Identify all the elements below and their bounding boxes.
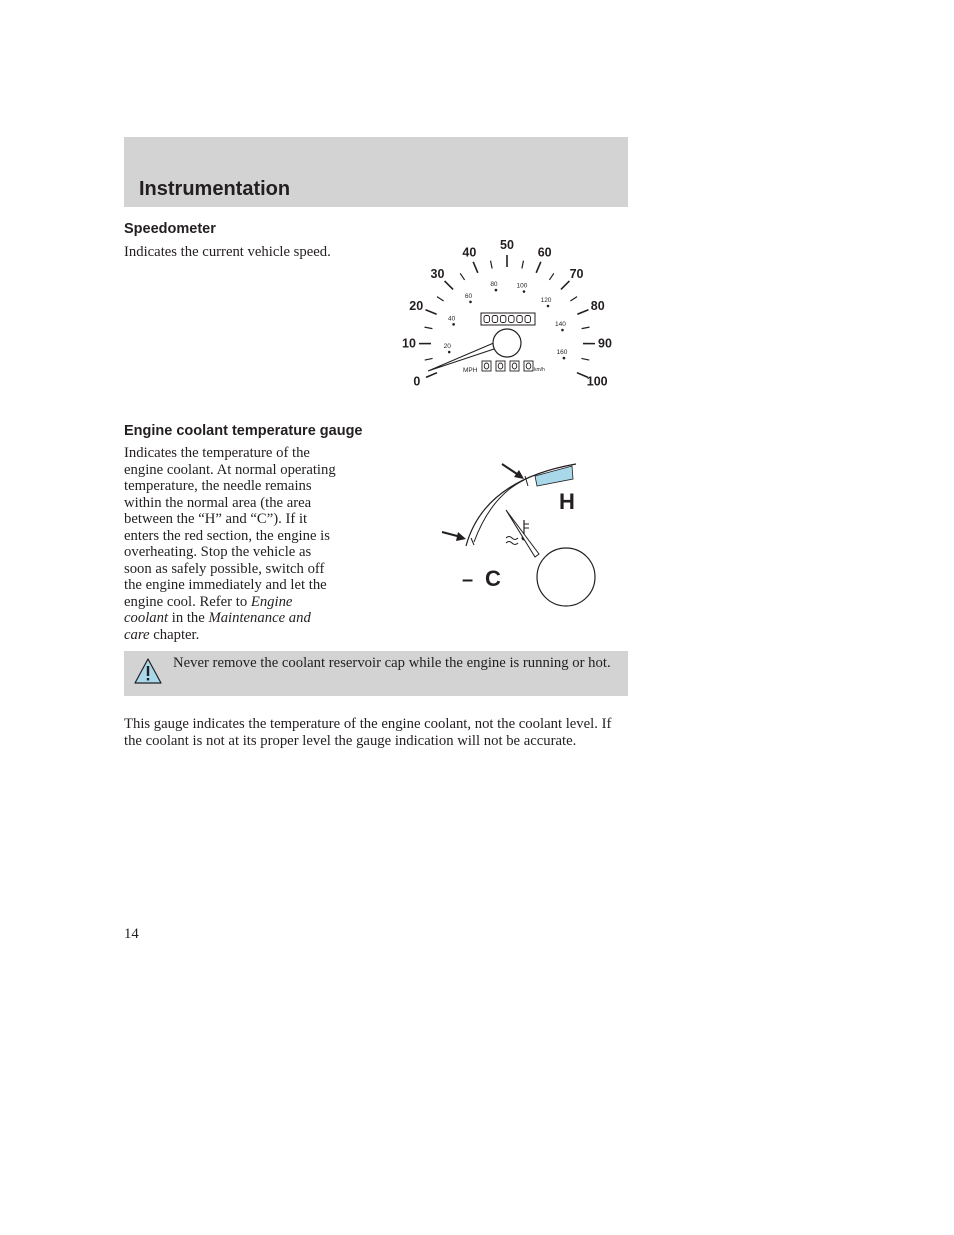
coolant-reference-line: coolant in the Maintenance and <box>124 610 311 626</box>
speedometer-minor-tick <box>425 358 433 360</box>
kmh-label: 40 <box>447 315 456 323</box>
reference-engine: Engine <box>250 593 293 610</box>
speedometer-major-tick <box>473 262 478 273</box>
odometer-digit-cell <box>517 316 523 323</box>
kmh-label: 100 <box>516 282 528 290</box>
section-header-band <box>124 137 628 207</box>
speedometer-major-tick <box>445 281 454 289</box>
speedometer-minor-tick <box>460 273 464 280</box>
kmh-label: 160 <box>556 349 568 357</box>
coolant-line: engine coolant. At normal operating <box>124 461 336 478</box>
trip-digit-cell <box>482 361 491 371</box>
kmh-dot <box>547 305 550 308</box>
kmh-label: 60 <box>464 292 473 300</box>
kmh-dot <box>469 301 472 304</box>
coolant-line: within the normal area (the area <box>124 494 312 511</box>
speedometer-minor-tick <box>522 261 524 269</box>
speedometer-minor-tick <box>570 297 577 301</box>
coolant-line: soon as safely possible, switch off <box>124 560 325 577</box>
odometer-digit-cell <box>484 316 490 323</box>
speedometer-major-tick <box>426 310 437 315</box>
speedometer-heading: Speedometer <box>124 221 216 237</box>
mph-label: 50 <box>500 238 514 252</box>
speedometer-illustration <box>400 238 620 389</box>
speedometer-major-tick <box>577 310 588 315</box>
mph-label: 80 <box>590 298 605 313</box>
odometer-digit-cell <box>492 316 498 323</box>
kmh-dot <box>448 351 451 354</box>
trip-digit-glyph <box>498 363 503 369</box>
mph-label: 100 <box>586 374 608 389</box>
coolant-gauge-needle <box>506 510 539 557</box>
warning-box <box>124 651 628 696</box>
trip-odometer-digits <box>482 361 533 371</box>
mph-label: 60 <box>537 245 552 260</box>
odometer-digit-cell <box>509 316 514 323</box>
speedometer-minor-tick <box>491 261 493 269</box>
reference-care: care <box>124 626 150 643</box>
coolant-line: temperature, the needle remains <box>124 478 312 494</box>
coolant-line: Indicates the temperature of the <box>124 445 310 461</box>
page-title: Instrumentation <box>139 178 291 200</box>
cold-dash: – <box>462 569 474 591</box>
reference-coolant: coolant <box>124 610 169 626</box>
coolant-description <box>124 445 336 643</box>
speedometer-major-tick <box>536 262 541 273</box>
kmh-dot <box>452 323 455 326</box>
cold-label: C <box>485 566 501 591</box>
mph-unit-label: MPH <box>463 367 478 374</box>
coolant-gauge-illustration <box>436 458 606 610</box>
reference-maintenance: Maintenance and <box>208 610 311 626</box>
coolant-line: between the “H” and “C”). If it <box>124 511 308 527</box>
arrow-icon <box>502 464 524 479</box>
warning-triangle-icon <box>133 656 163 686</box>
page-number: 14 <box>124 926 139 942</box>
gauge-tick <box>471 538 474 545</box>
coolant-line: overheating. Stop the vehicle as <box>124 544 312 560</box>
mph-label: 20 <box>409 298 424 313</box>
speedometer-minor-tick <box>437 297 444 301</box>
kmh-label: 80 <box>490 281 498 289</box>
arrow-icon <box>442 532 466 541</box>
speedometer-minor-tick <box>549 273 553 280</box>
trip-digit-cell <box>510 361 519 371</box>
trip-digit-cell <box>496 361 505 371</box>
speedometer-minor-tick <box>581 358 589 360</box>
coolant-reference-line: engine cool. Refer to Engine <box>124 593 293 610</box>
coolant-note: This gauge indicates the temperature of the engine coolant, not the coolant level. If the coolant is not at its proper level the gauge indication will not be accurate. <box>124 716 612 749</box>
gauge-normal-range-arc <box>474 480 524 542</box>
coolant-gauge-hub <box>537 548 595 606</box>
kmh-label: 120 <box>540 296 552 304</box>
trip-digit-glyph <box>526 363 531 369</box>
speedometer-hub <box>493 329 521 357</box>
kmh-dot <box>561 329 564 332</box>
speedometer-minor-tick <box>425 327 433 329</box>
coolant-line: enters the red section, the engine is <box>124 527 330 544</box>
trip-digit-glyph <box>484 363 489 369</box>
speedometer-major-tick <box>561 281 570 289</box>
coolant-reference-line: care chapter. <box>124 626 200 643</box>
coolant-line: the engine immediately and let the <box>124 577 327 593</box>
kmh-dot <box>495 289 498 292</box>
mph-label: 90 <box>598 336 612 351</box>
coolant-gauge-heading: Engine coolant temperature gauge <box>124 423 363 439</box>
kmh-label: 140 <box>555 321 566 329</box>
speedometer-description: Indicates the current vehicle speed. <box>124 244 331 260</box>
trip-digit-glyph <box>512 363 517 369</box>
kmh-dot <box>523 290 526 293</box>
mph-label: 30 <box>430 266 445 281</box>
mph-label: 0 <box>413 374 421 389</box>
hot-label: H <box>559 489 575 514</box>
warning-text: Never remove the coolant reservoir cap while the engine is running or hot. <box>173 655 611 671</box>
mph-label: 70 <box>569 266 584 281</box>
kmh-dot <box>563 357 566 360</box>
mph-label: 10 <box>402 336 416 351</box>
mph-label: 40 <box>462 245 477 260</box>
trip-digit-cell <box>524 361 533 371</box>
speedometer-major-tick <box>426 373 437 378</box>
speedometer-minor-tick <box>582 327 590 329</box>
odometer-digit-cell <box>525 316 531 323</box>
odometer-digits <box>484 316 531 323</box>
kmh-label: 20 <box>443 343 451 351</box>
odometer-digit-cell <box>500 316 506 323</box>
kmh-unit-label: km/h <box>534 367 545 373</box>
